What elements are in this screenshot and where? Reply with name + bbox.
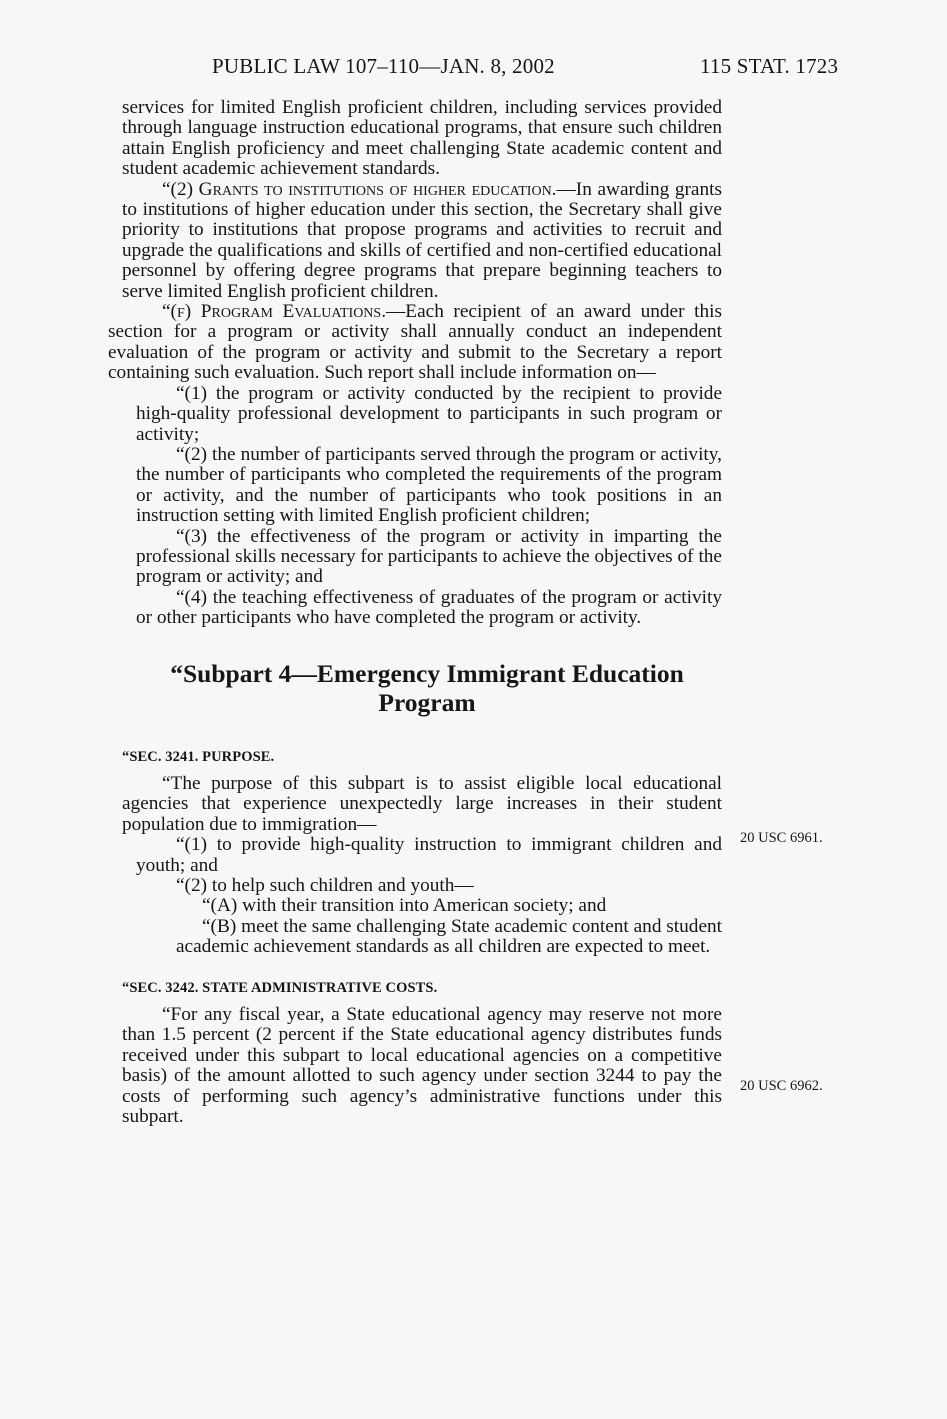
purpose-sublist xyxy=(122,896,722,957)
running-header: PUBLIC LAW 107–110—JAN. 8, 2002 xyxy=(212,54,555,78)
list-item: “(B) meet the same challenging State academic content and student academic achievement standards as all children are expected to meet. xyxy=(176,915,722,958)
page-body xyxy=(108,97,722,1128)
section-heading-3242: “SEC. 3242. STATE ADMINISTRATIVE COSTS. xyxy=(122,979,438,996)
margin-citation-6962: 20 USC 6962. xyxy=(740,1078,823,1094)
list-item: “(A) with their transition into American society; and xyxy=(202,895,607,917)
page-citation: 115 STAT. 1723 xyxy=(700,54,839,78)
list-item: “(1) to provide high-quality instruction to immigrant children and youth; and xyxy=(136,834,722,876)
paragraph-admin-costs: “For any fiscal year, a State educational agency may reserve not more than 1.5 percent (2 percent if the State educational agency distributes funds received under this subpart to local educational agencies on a competitive basis) of the amount allotted to such agency under section 3244 to pay the costs of performing such agency’s administrative functions under this subpart. xyxy=(122,1004,722,1128)
subpart-title-line: “Subpart 4—Emergency Immigrant Education xyxy=(170,658,684,688)
paragraph-grants-higher-ed xyxy=(122,180,722,302)
subpart-title-line: Program xyxy=(378,687,476,717)
subsection-heading: “(f) Program Evaluations. xyxy=(162,301,387,323)
list-item: “(3) the effectiveness of the program or activity in imparting the professional skills necessary for participants to achieve the objectives of the program or activity; and xyxy=(136,525,722,588)
section-heading-3241: “SEC. 3241. PURPOSE. xyxy=(122,748,275,765)
list-item: “(2) to help such children and youth— xyxy=(176,875,474,896)
list-item: “(2) the number of participants served through the program or activity, the number of participants who completed the requirements of the program or activity, and the number of participants who took positions in an instruction setting with limited English proficient children; xyxy=(136,443,722,527)
list-item: “(4) the teaching effectiveness of graduates of the program or activity or other participants who have completed the program or activity. xyxy=(136,586,722,629)
margin-citation-6961: 20 USC 6961. xyxy=(740,830,823,846)
paragraph-purpose: “The purpose of this subpart is to assist eligible local educational agencies that experience unexpectedly large increases in their student population due to immigration— xyxy=(122,772,722,835)
paragraph-text: —Each recipient of an award under this section for a program or activity shall annually conduct an independent evaluation of the program or activity and submit to the Secretary a report containing such evaluation. Such report shall include information on— xyxy=(108,301,722,384)
paragraph-continued: services for limited English proficient children, including services provided through language instruction educational programs, that ensure such children attain English proficiency and meet challenging State academic content and student academic achievement standards. xyxy=(122,97,722,180)
list-item: “(1) the program or activity conducted by the recipient to provide high-quality professional development to participants in such program or activity; xyxy=(136,382,722,445)
subsection-heading: “(2) Grants to institutions of higher education. xyxy=(162,178,557,200)
evaluation-list xyxy=(122,384,722,629)
paragraph-text: —In awarding grants to institutions of higher education under this section, the Secretary shall give priority to institutions that propose programs and activities to recruit and upgrade the qualifications and skills of certified and non-certified educational personnel by offering degree programs that prepare beginning teachers to serve limited English proficient children. xyxy=(122,178,722,302)
subpart-title xyxy=(122,659,722,717)
purpose-list xyxy=(122,835,722,896)
paragraph-program-evaluations xyxy=(108,302,722,384)
